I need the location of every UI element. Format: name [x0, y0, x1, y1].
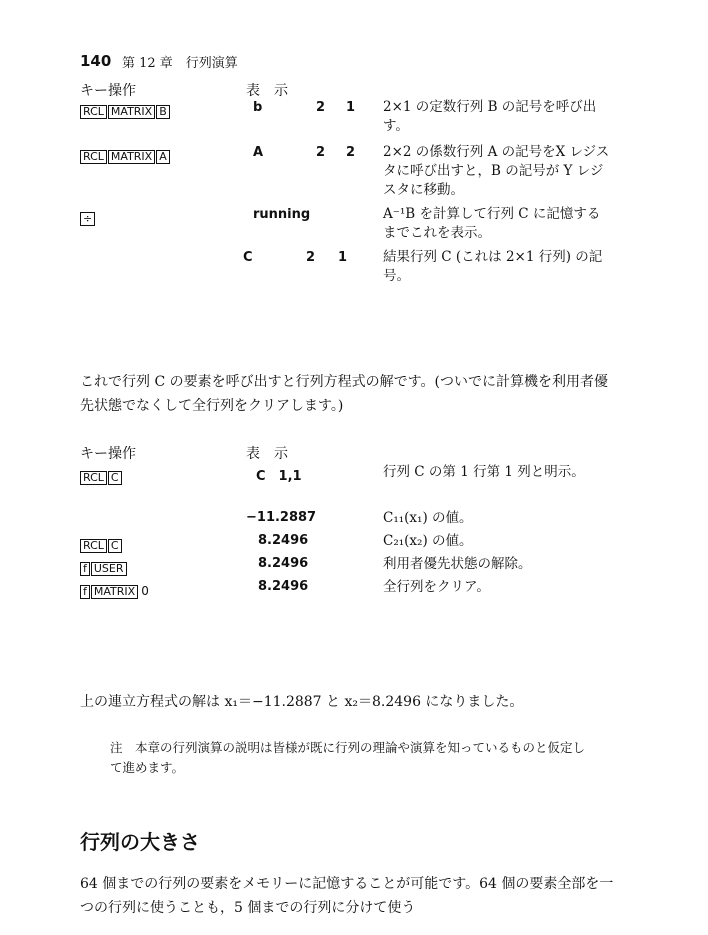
rcl-key: RCL [80, 105, 107, 119]
matrix-key: MATRIX [108, 105, 155, 119]
table2-row-1-disp: C 1,1 [256, 469, 302, 484]
table2-row-3-keys [80, 534, 123, 553]
page-number: 140 [80, 52, 112, 70]
table1-row-3-desc: A⁻¹B を計算して行列 C に記憶するまでこれを表示。 [383, 206, 601, 241]
table1-key-header: キー操作 [80, 83, 136, 99]
paragraph-2: 上の連立方程式の解は x₁＝−11.2887 と x₂＝8.2496 になりました。 [80, 694, 524, 710]
rcl-key: RCL [80, 539, 107, 553]
table2-row-2-disp: −11.2887 [246, 510, 317, 525]
table2-row-1-keys [80, 466, 123, 485]
rcl-key: RCL [80, 471, 107, 485]
section-title: 行列の大きさ [80, 830, 200, 854]
table2-row-2-desc: C₁₁(x₁) の値。 [383, 510, 473, 526]
table1-row-3-keys [80, 207, 96, 226]
c-key: C [108, 471, 122, 485]
table1-row-2-disp-c: 2 [346, 145, 356, 160]
table1-row-2-disp-b: 2 [316, 145, 326, 160]
paragraph-1: これで行列 C の要素を呼び出すと行列方程式の解です。(ついでに計算機を利用者優先状態でなくして全行列をクリアします。) [80, 374, 608, 414]
b-key: B [156, 105, 170, 119]
paragraph-3: 64 個までの行列の要素をメモリーに記憶することが可能です。64 個の要素全部を一つの行列に使うことも，5 個までの行列に分けて使う [80, 876, 614, 916]
table1-row-2-disp-a: A [253, 145, 264, 160]
table1-row-4-disp-b: 2 [306, 250, 316, 265]
table1-row-4-desc: 結果行列 C (これは 2×1 行列) の記号。 [383, 249, 603, 284]
table2-display-header: 表 示 [246, 446, 288, 462]
table2-key-header: キー操作 [80, 446, 136, 462]
table2-row-3-desc: C₂₁(x₂) の値。 [383, 533, 473, 549]
zero-key: 0 [141, 584, 149, 598]
table1-display-header: 表 示 [246, 83, 288, 99]
table2-row-3-disp: 8.2496 [258, 533, 309, 548]
table1-row-2-keys [80, 145, 171, 164]
table1-row-1-disp-a: b [253, 100, 263, 115]
table1-row-2-desc: 2×2 の係数行列 A の記号をX レジスタに呼び出すと，B の記号が Y レジスタに移動。 [383, 144, 610, 198]
f-key: f [80, 562, 90, 576]
table1-row-3-disp: running [253, 207, 311, 222]
chapter-title: 第 12 章 行列演算 [122, 56, 238, 71]
note: 注 本章の行列演算の説明は皆様が既に行列の理論や演算を知っているものと仮定して進めます。 [110, 740, 586, 775]
table1-row-4-disp-c: 1 [338, 250, 348, 265]
matrix-key: MATRIX [91, 585, 138, 599]
divide-key: ÷ [80, 212, 95, 226]
user-key: USER [91, 562, 127, 576]
c-key: C [108, 539, 122, 553]
f-key: f [80, 585, 90, 599]
rcl-key: RCL [80, 150, 107, 164]
table2-row-5-desc: 全行列をクリア。 [383, 579, 490, 595]
table2-row-4-disp: 8.2496 [258, 556, 309, 571]
table2-row-4-desc: 利用者優先状態の解除。 [383, 556, 532, 572]
table1-row-1-disp-c: 1 [346, 100, 356, 115]
a-key: A [156, 150, 170, 164]
table2-row-5-keys [80, 580, 149, 599]
table1-row-1-disp-b: 2 [316, 100, 326, 115]
table2-row-5-disp: 8.2496 [258, 579, 309, 594]
table2-row-4-keys [80, 557, 128, 576]
table1-row-4-disp-a: C [243, 250, 253, 265]
table1-row-1-keys [80, 100, 171, 119]
table2-row-1-desc: 行列 C の第 1 行第 1 列と明示。 [383, 464, 585, 480]
matrix-key: MATRIX [108, 150, 155, 164]
table1-row-1-desc: 2×1 の定数行列 B の記号を呼び出す。 [383, 99, 597, 134]
